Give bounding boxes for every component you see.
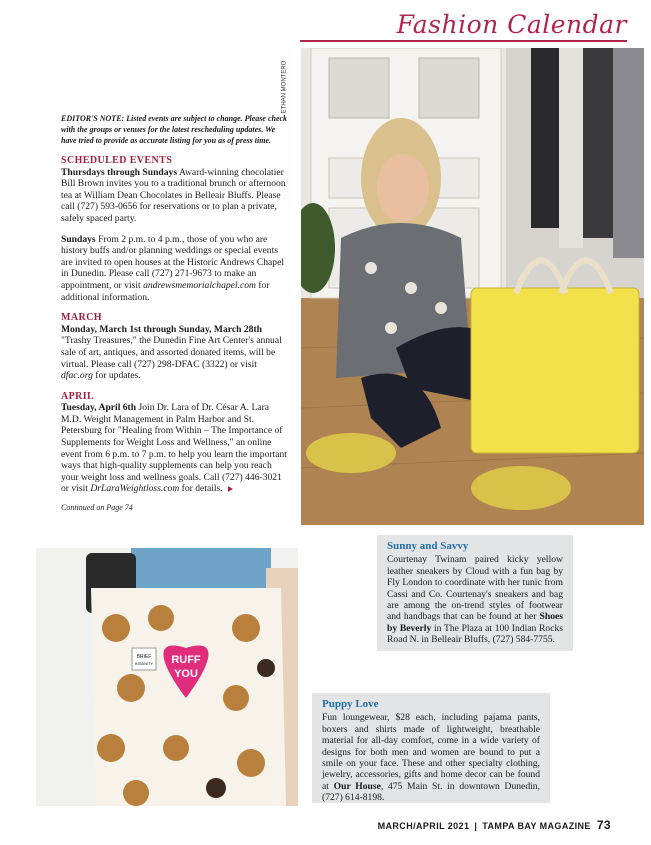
tag-text-line1: BRIEF	[136, 654, 152, 660]
section-heading-march: MARCH	[61, 312, 102, 324]
photo-credit: ETHAN MONTERO	[281, 60, 288, 114]
event-sundays: Sundays From 2 p.m. to 4 p.m., those of you who are history buffs and/or planning weddings or special events are invited to open houses at the Historic Andrews Chapel in Dunedin. Please call (727) 271-9673 to make an appointment, or visit andrewsmemorialchapel.com for additional information.	[61, 233, 285, 303]
caption-title: Puppy Love	[322, 698, 379, 710]
editors-note: EDITOR'S NOTE: Listed events are subject to change. Please check with the groups or venues for the latest rescheduling updates. We have tried to provide as accurate listing for you as of press time.	[61, 114, 288, 145]
events-column	[61, 113, 289, 514]
issue-date: MARCH/APRIL 2021	[377, 821, 470, 831]
caption-title: Sunny and Savvy	[387, 540, 469, 552]
fashion-photo-sneakers	[301, 48, 644, 525]
caption-sunny-and-savvy	[377, 535, 573, 651]
caption-puppy-love	[312, 693, 550, 803]
section-heading-april: APRIL	[61, 390, 95, 402]
event-march: Monday, March 1st through Sunday, March 28th "Trashy Treasures," the Dunedin Fine Art Center's annual sale of art, antiques, and assorted donated items, will be virtual. Please call (727) 298-DFAC (3322) or visit dfac.org for updates.	[61, 323, 282, 382]
link-andrews-chapel[interactable]: andrewsmemorialchapel.com	[143, 279, 256, 291]
caption-text: Courtenay Twinam paired kicky yellow leather sneakers by Cloud with a fun bag by Fly London to coordinate with her tunic from Cassi and Co. Courtenay's sneakers and bag are among the on-trend styles of footwear and handbags that can be found at her Shoes by Beverly in The Plaza at 100 Indian Rocks Road N. in Belleair Bluffs, (727) 584-7755.	[387, 554, 564, 646]
continued-note: Continued on Page 74	[61, 503, 133, 513]
event-april: Tuesday, April 6th Join Dr. Lara of Dr. César A. Lara M.D. Weight Management in Palm Harbor and St. Petersburg for "Healing from Within – The Importance of Supplements for Weight Loss and Wellness," an online event from 6 p.m. to 7 p.m. to help you learn the important ways that high-quality supplements can help you reach your weight loss and wellness goals. Call (727) 446-3021 or visit DrLaraWeightloss.com for details.	[61, 402, 287, 495]
magazine-name: TAMPA BAY MAGAZINE	[482, 821, 591, 831]
continue-arrow-icon	[228, 486, 233, 492]
event-thursdays: Thursdays through Sundays Award-winning chocolatier Bill Brown invites you to a traditional brunch or afternoon tea at William Dean Chocolates in Belleair Bluffs. Please call (727) 593-0656 for reservations or to plan a private, safely spaced party.	[61, 166, 286, 224]
pajama-pants-photo	[36, 548, 298, 806]
header-rule	[300, 40, 627, 42]
section-title: Fashion Calendar	[396, 10, 627, 39]
tag-text-line2: INSANITY	[134, 661, 154, 666]
page-footer: MARCH/APRIL 2021 | TAMPA BAY MAGAZINE 73	[377, 818, 611, 832]
heart-text-line2: YOU	[174, 668, 198, 680]
heart-text-line1: RUFF	[171, 654, 201, 666]
caption-text: Fun loungewear, $28 each, including pajama pants, boxers and shirts made of lightweight, breathable material for all-day comfort, come in a wide variety of designs for both men and women are bound to put a smile on your face. These and other specialty clothing, jewelry, accessories, gifts and home decor can be found at Our House, 475 Main St. in downtown Dunedin, (727) 614-8198.	[322, 712, 540, 804]
section-heading-scheduled: SCHEDULED EVENTS	[61, 155, 173, 166]
page-number: 73	[596, 818, 611, 832]
link-dfac[interactable]: dfac.org	[61, 370, 93, 382]
link-drlara[interactable]: DrLaraWeightloss.com	[90, 483, 180, 495]
